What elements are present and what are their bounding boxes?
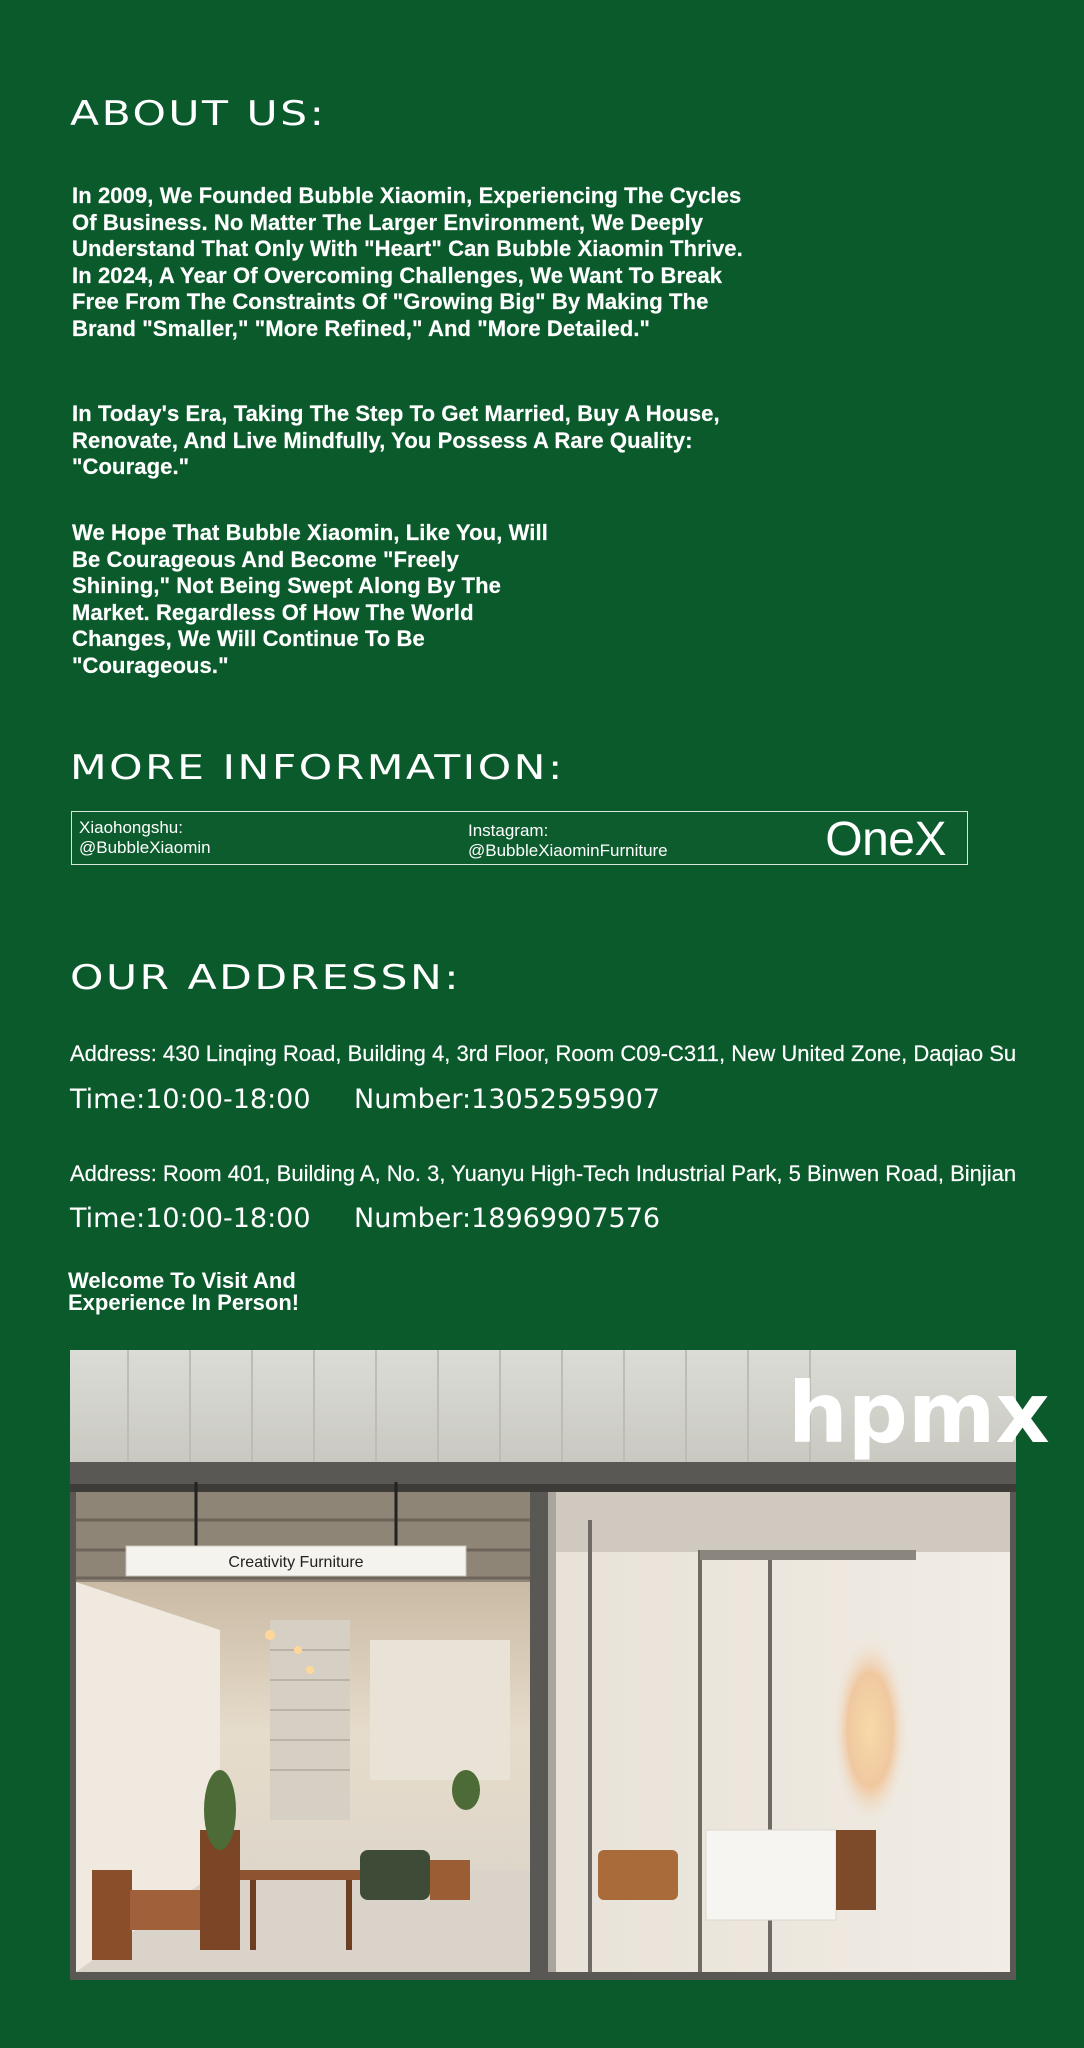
- about-p2-line: Renovate, And Live Mindfully, You Possess A Rare Quality:: [72, 427, 693, 453]
- about-p2-line: "Courage.": [72, 454, 190, 479]
- welcome-line: Experience In Person!: [68, 1290, 300, 1315]
- creativity-furniture-sign: Creativity Furniture: [228, 1554, 364, 1571]
- social-info-box: [71, 811, 968, 865]
- instagram-handle[interactable]: @BubbleXiaominFurniture: [468, 841, 668, 860]
- about-p1-line: Of Business. No Matter The Larger Environment, We Deeply: [72, 209, 704, 235]
- more-info-heading: MORE INFORMATION:: [70, 748, 565, 788]
- about-p1-line: Free From The Constraints Of "Growing Big" By Making The: [72, 289, 709, 314]
- instagram-info: [468, 821, 668, 861]
- about-p1-line: Brand "Smaller," "More Refined," And "More Detailed.": [72, 315, 651, 341]
- opening-time-1: Time:10:00-18:00: [70, 1084, 311, 1115]
- phone-number-2[interactable]: Number:18969907576: [354, 1203, 661, 1234]
- storefront-photo: [70, 1350, 1050, 1980]
- address-line-2: Address: Room 401, Building A, No. 3, Yuanyu High-Tech Industrial Park, 5 Binwen Road, Binjian: [70, 1161, 1017, 1186]
- about-p3-line: Shining," Not Being Swept Along By The: [72, 573, 501, 598]
- xiaohongshu-info: [79, 818, 211, 858]
- about-heading: ABOUT US:: [70, 94, 327, 134]
- welcome-message: [68, 1270, 299, 1314]
- about-paragraph-2: [72, 401, 720, 481]
- about-p3-line: Market. Regardless Of How The World: [72, 599, 474, 625]
- instagram-label: Instagram:: [468, 821, 549, 840]
- about-p1-line: Understand That Only With "Heart" Can Bubble Xiaomin Thrive.: [72, 236, 743, 261]
- about-p3-line: We Hope That Bubble Xiaomin, Like You, Will: [72, 520, 548, 545]
- welcome-line: Welcome To Visit And: [68, 1268, 296, 1293]
- about-paragraph-3: [72, 520, 548, 679]
- about-p2-line: In Today's Era, Taking The Step To Get Married, Buy A House,: [72, 401, 720, 426]
- xiaohongshu-label: Xiaohongshu:: [79, 818, 183, 837]
- about-p3-line: Be Courageous And Become "Freely: [72, 546, 459, 572]
- opening-time-2: Time:10:00-18:00: [70, 1203, 311, 1234]
- about-p3-line: "Courageous.": [72, 652, 229, 678]
- location-1-meta: [70, 1084, 661, 1115]
- phone-number-1[interactable]: Number:13052595907: [354, 1084, 661, 1115]
- about-paragraph-1: [72, 183, 743, 342]
- location-2-meta: [70, 1203, 661, 1234]
- address-line-1: Address: 430 Linqing Road, Building 4, 3rd Floor, Room C09-C311, New United Zone, Daqiao Su: [70, 1041, 1017, 1066]
- about-p1-line: In 2024, A Year Of Overcoming Challenges, We Want To Break: [72, 262, 723, 288]
- hpmx-sign: hpmx: [788, 1364, 1050, 1462]
- onex-logo: OneX: [825, 813, 946, 866]
- address-heading: OUR ADDRESSN:: [70, 958, 462, 998]
- about-p1-line: In 2009, We Founded Bubble Xiaomin, Experiencing The Cycles: [72, 183, 742, 208]
- xiaohongshu-handle[interactable]: @BubbleXiaomin: [79, 838, 211, 857]
- about-p3-line: Changes, We Will Continue To Be: [72, 626, 425, 651]
